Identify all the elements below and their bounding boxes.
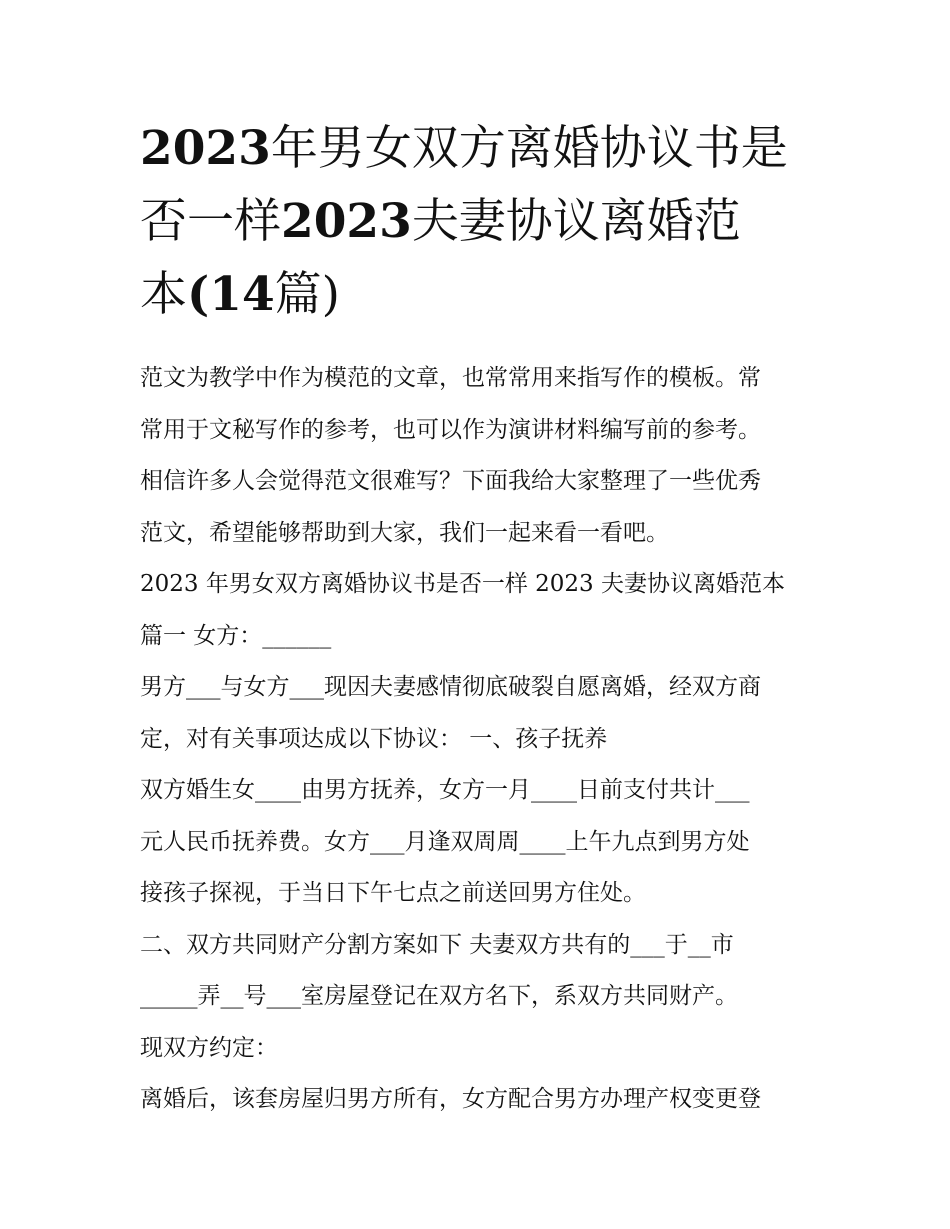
title-text: 篇)	[274, 267, 340, 322]
body-line: 男方___与女方___现因夫妻感情彻底破裂自愿离婚，经双方商	[140, 674, 761, 700]
title-text: 年男女双方离婚协议书是	[270, 121, 788, 176]
body-line: 现双方约定：	[140, 1034, 278, 1061]
title-count: (14	[187, 267, 275, 322]
body-line: 接孩子探视，于当日下午七点之前送回男方住处。	[140, 880, 646, 906]
body-line: 定，对有关事项达成以下协议： 一、孩子抚养	[140, 725, 608, 752]
title-year: 2023	[281, 194, 412, 249]
body-line: _____弄__号___室房屋登记在双方名下，系双方共同财产。	[140, 983, 738, 1009]
title-text: 夫妻协议离婚范	[411, 194, 741, 249]
body-line: 篇一 女方：______	[140, 622, 332, 649]
document-title	[140, 112, 820, 331]
title-year: 2023	[140, 121, 271, 176]
body-line: 元人民币抚养费。女方___月逢双周周____上午九点到男方处	[140, 828, 750, 855]
title-line-1	[140, 112, 820, 185]
body-line: 常用于文秘写作的参考，也可以作为演讲材料编写前的参考。	[140, 416, 761, 443]
document-body	[140, 353, 820, 1126]
body-line: 范文，希望能够帮助到大家，我们一起来看一看吧。	[140, 519, 669, 546]
body-line: 范文为教学中作为模范的文章，也常常用来指写作的模板。常	[140, 365, 761, 391]
title-line-2	[140, 185, 820, 258]
title-text: 否一样	[140, 194, 281, 249]
body-line: 2023 年男女双方离婚协议书是否一样 2023 夫妻协议离婚范本	[140, 571, 785, 597]
title-text: 本	[140, 267, 187, 322]
body-line: 相信许多人会觉得范文很难写？下面我给大家整理了一些优秀	[140, 468, 761, 494]
title-line-3	[140, 258, 820, 331]
body-line: 双方婚生女____由男方抚养，女方一月____日前支付共计___	[140, 777, 750, 803]
body-line: 离婚后，该套房屋归男方所有，女方配合男方办理产权变更登	[140, 1086, 761, 1112]
body-line: 二、双方共同财产分割方案如下 夫妻双方共有的___于__市	[140, 931, 734, 958]
